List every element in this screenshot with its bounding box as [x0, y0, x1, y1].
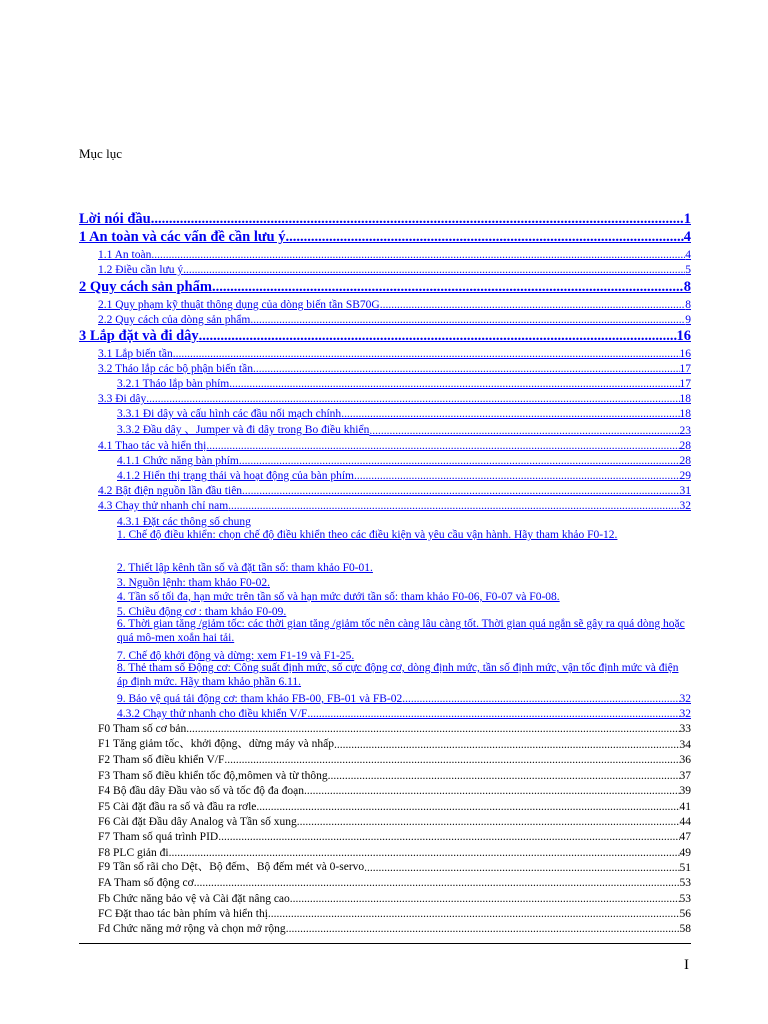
toc-entry-title: F8 PLC giản đi: [98, 847, 169, 859]
toc-dot-leader: [242, 485, 679, 497]
toc-entry-title: 3.2 Tháo lắp các bộ phận biến tần: [98, 363, 253, 375]
toc-dot-leader: [268, 908, 680, 920]
toc-entry-page: 23: [679, 425, 691, 437]
toc-entry-page: 17: [679, 363, 691, 375]
toc-entry-page: 4: [685, 249, 691, 261]
toc-dot-leader: [328, 770, 680, 782]
toc-entry-title: 4.2 Bật điện nguồn lần đầu tiên: [98, 485, 243, 497]
toc-entry-title: F6 Cài đặt Đầu dây Analog và Tần số xung: [98, 816, 297, 828]
toc-entry-page: 9: [685, 314, 691, 326]
toc-entry-page: 56: [679, 908, 691, 920]
toc-entry[interactable]: [117, 528, 691, 558]
toc-entry-title: F0 Tham số cơ bản: [98, 723, 187, 735]
toc-entry-title: 4.3.1 Đặt các thông số chung: [117, 516, 251, 528]
toc-dot-leader: [173, 348, 680, 360]
toc-entry-page: 8: [685, 299, 691, 311]
toc-entry-title: 1. Chế độ điều khiển: chọn chế độ điều khiển theo các điều kiện và yêu cầu vận hành. Hãy tham khảo F0-12.: [117, 529, 618, 541]
toc-entry[interactable]: [117, 574, 691, 589]
toc-dot-leader: [229, 378, 679, 390]
toc-entry-title: 8. Thẻ tham số Động cơ: Công suất định mức, số cực động cơ, dòng định mức, tần số định mức, vận tốc định mức và điện áp định mức. Hãy tham khảo phần 6.11.: [117, 662, 679, 688]
toc-entry-page: 34: [679, 739, 691, 751]
toc-dot-leader: [183, 264, 685, 276]
toc-entry-title: F2 Tham số điều khiển V/F: [98, 754, 225, 766]
toc-entry[interactable]: [117, 690, 691, 705]
toc-entry-title: 3.3 Đi dây: [98, 393, 147, 405]
toc-entry[interactable]: [117, 422, 691, 437]
toc-entry-page: 36: [679, 754, 691, 766]
toc-entry[interactable]: [98, 437, 691, 452]
toc-dot-leader: [354, 470, 680, 482]
toc-entry-page: 5: [685, 264, 691, 276]
toc-entry-title: 3.2.1 Tháo lắp bàn phím: [117, 378, 230, 390]
toc-entry-page: 51: [679, 862, 691, 874]
toc-entry: [98, 782, 691, 797]
toc-entry-title: F7 Tham số quá trình PID: [98, 831, 219, 843]
toc-entry-page: 53: [679, 877, 691, 889]
toc-entry-title: 4.1 Thao tác và hiển thị: [98, 440, 207, 452]
toc-entry-page: 29: [679, 470, 691, 482]
toc-entry-page: 33: [679, 723, 691, 735]
toc-entry-title: 5. Chiều động cơ : tham khảo F0-09.: [117, 606, 287, 618]
toc-entry-page: 32: [679, 708, 691, 720]
toc-entry-title: Fd Chức năng mở rộng và chọn mở rộng: [98, 923, 286, 935]
toc-dot-leader: [151, 249, 685, 261]
toc-entry[interactable]: [117, 375, 691, 390]
toc-dot-leader: [286, 923, 680, 935]
toc-entry-page: 8: [683, 279, 691, 295]
toc-entry[interactable]: [79, 327, 691, 345]
toc-entry-title: F9 Tần số rãi cho Dệt、Bộ đếm、Bộ đếm mét và 0-servo: [98, 861, 365, 873]
toc-dot-leader: [186, 723, 679, 735]
toc-entry: [98, 751, 691, 766]
toc-entry-page: 53: [679, 893, 691, 905]
toc-entry-title: Lời nói đầu: [79, 211, 151, 227]
toc-entry-title: F5 Cài đặt đầu ra số và đầu ra rơle: [98, 801, 257, 813]
toc-dot-leader: [334, 739, 679, 751]
toc-entry-title: 2.1 Quy phạm kỹ thuật thông dụng của dòng biến tần SB70G: [98, 299, 380, 311]
toc-dot-leader: [239, 455, 680, 467]
toc-entry-title: 7. Chế độ khởi động và dừng: xem F1-19 và F1-25.: [117, 650, 355, 662]
toc-entry[interactable]: [117, 705, 691, 720]
toc-entry[interactable]: [117, 647, 691, 662]
toc-entry-page: 17: [679, 378, 691, 390]
toc-entry-title: 3.1 Lắp biến tần: [98, 348, 173, 360]
toc-entry-title: FC Đặt thao tác bàn phím và hiển thị: [98, 908, 268, 920]
toc-entry-page: 4: [683, 229, 691, 245]
toc-entry-page: 18: [679, 408, 691, 420]
toc-dot-leader: [218, 831, 679, 843]
toc-entry[interactable]: [98, 261, 691, 276]
toc-dot-leader: [290, 893, 680, 905]
toc-entry-page: 32: [679, 500, 691, 512]
toc-entry: [98, 720, 691, 735]
toc-entry[interactable]: [117, 452, 691, 467]
toc-dot-leader: [304, 785, 679, 797]
toc-entry-page: 37: [679, 770, 691, 782]
toc-entry[interactable]: [98, 482, 691, 497]
toc-entry: [98, 798, 691, 813]
toc-entry[interactable]: [117, 467, 691, 482]
toc-entry[interactable]: [79, 210, 691, 228]
toc-entry[interactable]: [117, 405, 691, 420]
toc-dot-leader: [206, 440, 679, 452]
toc-entry-page: 41: [679, 801, 691, 813]
toc-dot-leader: [380, 299, 686, 311]
toc-entry-title: 3.3.2 Đầu dây 、Jumper và đi dây trong Bo điều khiển: [117, 424, 370, 436]
toc-entry-page: 1: [683, 211, 691, 227]
toc-entry: [98, 874, 691, 889]
toc-entry[interactable]: [117, 513, 691, 528]
toc-dot-leader: [250, 314, 685, 326]
toc-entry: [98, 905, 691, 920]
toc-entry: [98, 767, 691, 782]
toc-entry-title: 2.2 Quy cách của dòng sản phẩm: [98, 314, 251, 326]
toc-entry: [98, 920, 691, 935]
toc-entry[interactable]: [98, 345, 691, 360]
toc-entry-title: 2. Thiết lập kênh tần số và đặt tần số: tham khảo F0-01.: [117, 562, 373, 574]
toc-entry-page: 49: [679, 847, 691, 859]
toc-entry-title: 4.3 Chạy thử nhanh chỉ nam: [98, 500, 229, 512]
toc-entry-page: 16: [679, 348, 691, 360]
toc-entry[interactable]: [117, 603, 691, 618]
toc-dot-leader: [253, 363, 680, 375]
toc-dot-leader: [364, 862, 679, 874]
toc-entry[interactable]: [98, 311, 691, 326]
toc-entry-title: 3 Lắp đặt và đi dây: [79, 328, 199, 344]
toc-entry[interactable]: [98, 360, 691, 375]
toc-entry-title: 4.1.2 Hiển thị trạng thái và hoạt động của bàn phím: [117, 470, 354, 482]
toc-entry-title: 9. Bảo vệ quá tải động cơ: tham khảo FB-00, FB-01 và FB-02: [117, 693, 403, 705]
toc-dot-leader: [224, 754, 679, 766]
toc-entry: [98, 859, 691, 874]
toc-dot-leader: [212, 279, 684, 296]
toc-entry-title: 1.2 Điều cần lưu ý: [98, 264, 184, 276]
toc-entry-page: 31: [679, 485, 691, 497]
toc-entry[interactable]: [98, 296, 691, 311]
toc-dot-leader: [151, 211, 684, 228]
toc-entry[interactable]: [79, 278, 691, 296]
toc-entry-page: 44: [679, 816, 691, 828]
toc-entry-title: 2 Quy cách sản phẩm: [79, 279, 212, 295]
toc-entry-title: F3 Tham số điều khiển tốc độ,mômen và từ thông: [98, 770, 328, 782]
toc-entry-page: 28: [679, 455, 691, 467]
toc-entry-title: 3. Nguồn lệnh: tham khảo F0-02.: [117, 577, 270, 589]
toc-entry-title: 1.1 An toàn: [98, 249, 152, 261]
toc-entry-title: FA Tham số động cơ: [98, 877, 194, 889]
toc-entry[interactable]: [98, 497, 691, 512]
toc-entry-title: 3.3.1 Đi dây và cấu hình các đầu nối mạch chính: [117, 408, 342, 420]
toc-entry[interactable]: [79, 228, 691, 246]
toc-dot-leader: [285, 229, 683, 246]
toc-dot-leader: [341, 408, 679, 420]
toc-entry-page: 16: [676, 328, 691, 344]
toc-dot-leader: [307, 708, 679, 720]
toc-entry-page: 39: [679, 785, 691, 797]
toc-entry-title: 4.1.1 Chức năng bàn phím: [117, 455, 239, 467]
toc-entry[interactable]: [117, 559, 691, 574]
toc-entry: [98, 844, 691, 859]
toc-entry-page: 18: [679, 393, 691, 405]
toc-entry-title: 4. Tần số tối đa, hạn mức trên tần số và hạn mức dưới tần số: tham khảo F0-06, F0-07 và F0-08.: [117, 591, 560, 603]
toc-dot-leader: [256, 801, 679, 813]
toc-entry-title: 6. Thời gian tăng /giảm tốc: các thời gian tăng /giảm tốc nên càng lâu càng tốt. Thời gian quá ngắn sẽ gây ra quá dòng hoặc quá mô-men xoắn hai tải.: [117, 618, 685, 644]
toc-dot-leader: [228, 500, 679, 512]
toc-dot-leader: [402, 693, 679, 705]
toc-entry[interactable]: [117, 661, 691, 691]
toc-entry-title: 1 An toàn và các vấn đề cần lưu ý: [79, 229, 286, 245]
toc-dot-leader: [297, 816, 680, 828]
toc-entry-title: F1 Tăng giảm tốc、khởi động、dừng máy và nhấp: [98, 738, 335, 750]
toc-entry: [98, 828, 691, 843]
toc-dot-leader: [369, 425, 679, 437]
toc-entry: [98, 736, 691, 751]
toc-entry-page: 58: [679, 923, 691, 935]
toc-entry[interactable]: [117, 588, 691, 603]
toc-entry-title: Fb Chức năng bảo vệ và Cài đặt nâng cao: [98, 893, 290, 905]
toc-entry-page: 47: [679, 831, 691, 843]
toc-entry: [98, 813, 691, 828]
toc-heading: Mục lục: [79, 146, 122, 161]
footer-rule: [79, 943, 691, 944]
toc-entry[interactable]: [117, 617, 691, 647]
toc-entry-page: 28: [679, 440, 691, 452]
footer-page-number: I: [684, 957, 689, 973]
toc-entry[interactable]: [98, 246, 691, 261]
toc-entry[interactable]: [98, 390, 691, 405]
toc-entry: [98, 890, 691, 905]
toc-entry-title: F4 Bộ đầu dây Đầu vào số và tốc độ đa đoạn: [98, 785, 305, 797]
toc-entry-page: 32: [679, 693, 691, 705]
toc-dot-leader: [194, 877, 680, 889]
toc-entry-title: 4.3.2 Chạy thử nhanh cho điều khiển V/F: [117, 708, 308, 720]
toc-dot-leader: [146, 393, 679, 405]
toc-dot-leader: [199, 328, 677, 345]
